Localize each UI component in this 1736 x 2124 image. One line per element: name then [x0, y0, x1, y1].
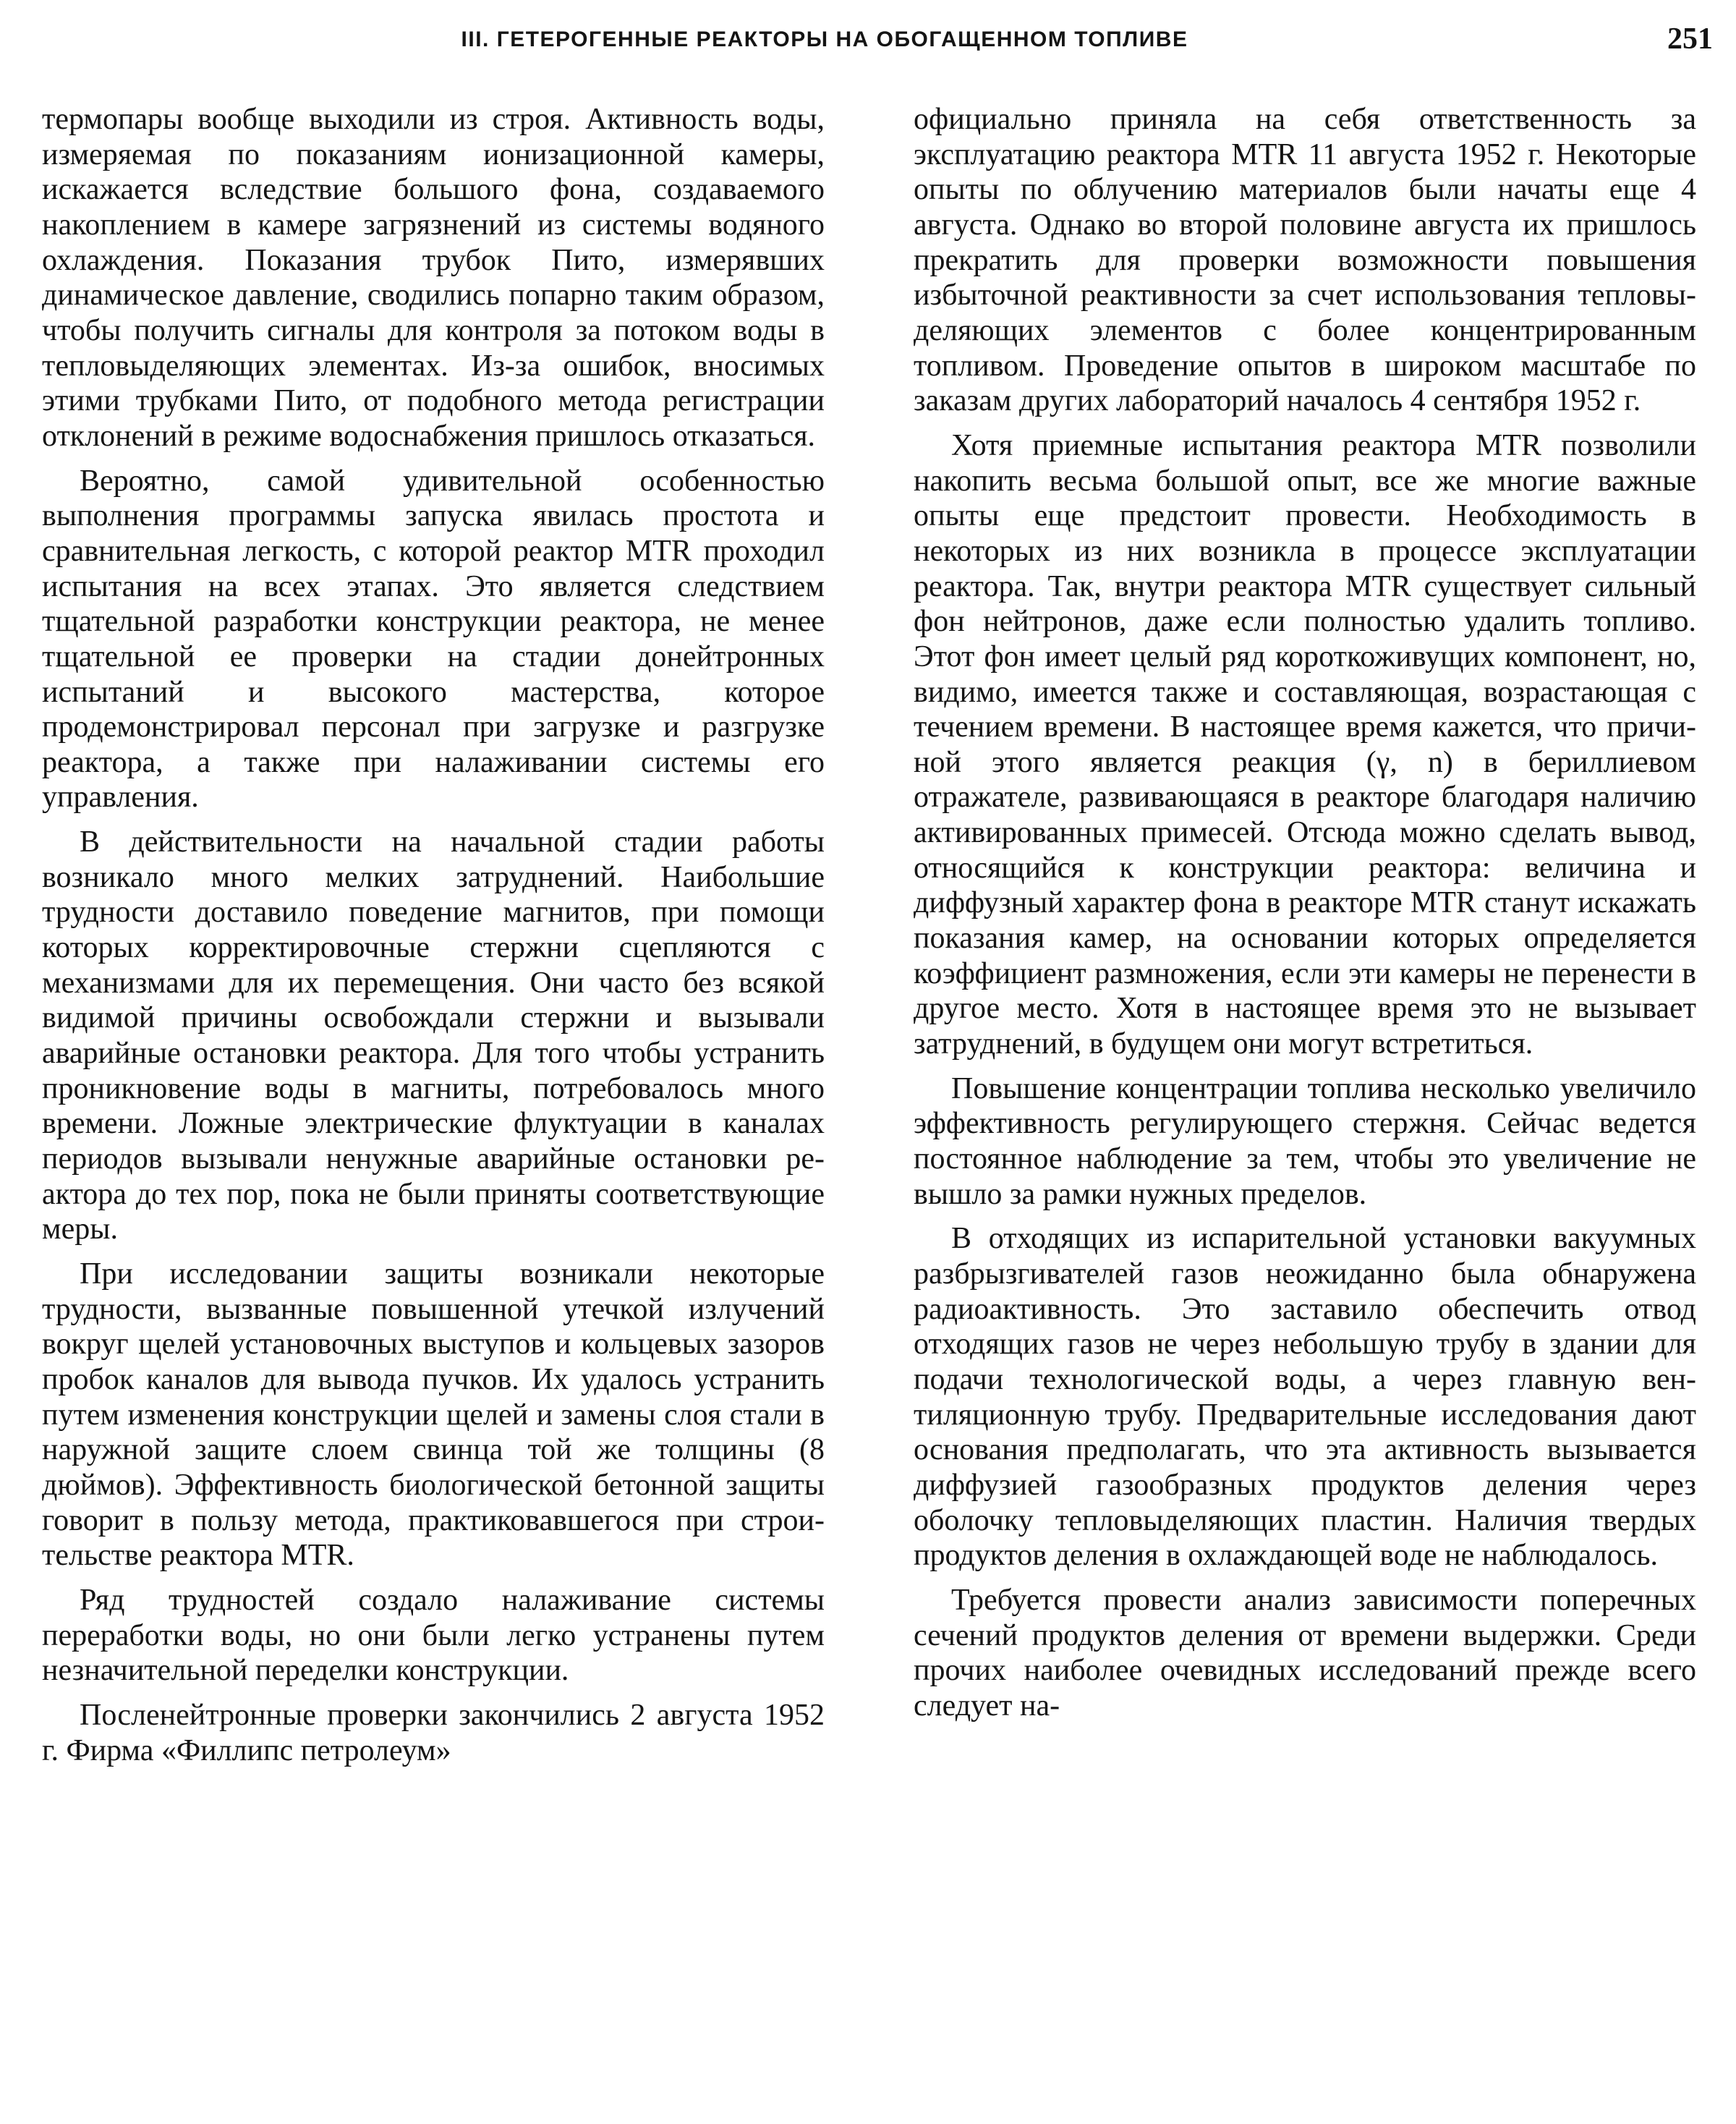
paragraph: Требуется провести анализ зависимости поперечных сечений продуктов деления от времени выдержки. Среди прочих наиболее очевидных исследований прежде всего следует на-	[914, 1583, 1696, 1722]
right-column	[914, 102, 1696, 1724]
page-header	[0, 22, 1736, 68]
left-column	[42, 102, 825, 1768]
page-number: 251	[1667, 22, 1713, 56]
paragraph: Вероятно, самой удивительной особенностью выполнения программы запуска явилась простота и сравнительная легкость, с которой реактор MTR проходил испытания на всех этапах. Это является следствием тщательной разработки конструкции реактора, не менее тщательной ее проверки на стадии донейтронных испытаний и высокого мастерства, которое продемонстрировал персонал при загрузке и разгрузке реактора, а также при налаживании системы его управления.	[42, 464, 825, 815]
paragraph: В действительности на начальной стадии работы возникало много мелких затруднений. Наибольшие трудности доставило поведение магнитов, при помощи которых корректировочные стержни сцепляются с механизмами для их перемещения. Они часто без всякой видимой причины освобождали стержни и вызывали аварийные остановки реактора. Для того чтобы устранить проникновение воды в магниты, потребовалось много времени. Ложные электрические флуктуации в каналах периодов вызывали ненужные аварийные остановки реактора до тех пор, пока не были приняты соответствующие меры.	[42, 825, 825, 1246]
paragraph: В отходящих из испарительной установки вакуумных разбрызгивателей газов неожиданно была обнаружена радиоактивность. Это заставило обеспечить отвод отходящих газов не через небольшую трубу в здании для подачи технологической воды, а через главную вентиляционную трубу. Предварительные исследования дают основания предполагать, что эта активность вызывается диффузией газообразных продуктов деления через оболочку тепловыделяющих пластин. Наличия твердых продуктов деления в охлаждающей воде не наблюдалось.	[914, 1222, 1696, 1573]
paragraph: Хотя приемные испытания реактора MTR позволили накопить весьма большой опыт, все же многие важные опыты еще предстоит провести. Необходимость в некоторых из них возникла в процессе эксплуатации реактора. Так, внутри реактора MTR существует сильный фон нейтронов, даже если полностью удалить топливо. Этот фон имеет целый ряд короткоживущих компонент, но, видимо, имеется также и составляющая, возрастающая с течением времени. В настоящее время кажется, что причиной этого является реакция (γ, n) в бериллиевом отражателе, развивающаяся в реакторе благодаря наличию активированных примесей. Отсюда можно сделать вывод, относящийся к конструкции реактора: величина и диффузный характер фона в реакторе MTR станут искажать показания камер, на основании которых определяется коэффициент размножения, если эти камеры не перенести в другое место. Хотя в настоящее время это не вызывает затруднений, в будущем они могут встретиться.	[914, 428, 1696, 1061]
running-title: III. ГЕТЕРОГЕННЫЕ РЕАКТОРЫ НА ОБОГАЩЕННОМ ТОПЛИВЕ	[461, 27, 1188, 51]
paragraph: При исследовании защиты возникали некоторые трудности, вызванные повышенной утечкой излучений вокруг щелей установочных выступов и кольцевых зазоров пробок каналов для вывода пучков. Их удалось устранить путем изменения конструкции щелей и замены слоя стали в наружной защите слоем свинца той же толщины (8 дюймов). Эффективность биологической бетонной защиты говорит в пользу метода, практиковавшегося при строительстве реактора MTR.	[42, 1257, 825, 1573]
paragraph: термопары вообще выходили из строя. Активность воды, измеряемая по показаниям ионизационной камеры, искажается вследствие большого фона, создаваемого накоплением в камере загрязнений из системы водяного охлаждения. Показания трубок Пито, измерявших динамическое давление, сводились попарно таким образом, чтобы получить сигналы для контроля за потоком воды в тепловыделяющих элементах. Из-за ошибок, вносимых этими трубками Пито, от подобного метода регистрации отклонений в режиме водоснабжения пришлось отказаться.	[42, 103, 825, 453]
paragraph: Ряд трудностей создало налаживание системы переработки воды, но они были легко устранены путем незначительной переделки конструкции.	[42, 1583, 825, 1688]
paragraph: Посленейтронные проверки закончились 2 августа 1952 г. Фирма «Филлипс петролеум»	[42, 1698, 825, 1767]
paragraph: официально приняла на себя ответственность за эксплуатацию реактора MTR 11 августа 1952 г. Некоторые опыты по облучению материалов были начаты еще 4 августа. Однако во второй половине августа их пришлось прекратить для проверки возможности повышения избыточной реактивности за счет использования тепловыделяющих элементов с более концентрированным топливом. Проведение опытов в широком масштабе по заказам других лабораторий началось 4 сентября 1952 г.	[914, 103, 1696, 418]
paragraph: Повышение концентрации топлива несколько увеличило эффективность регулирующего стержня. Сейчас ведется постоянное наблюдение за тем, чтобы это увеличение не вышло за рамки нужных пределов.	[914, 1071, 1696, 1211]
